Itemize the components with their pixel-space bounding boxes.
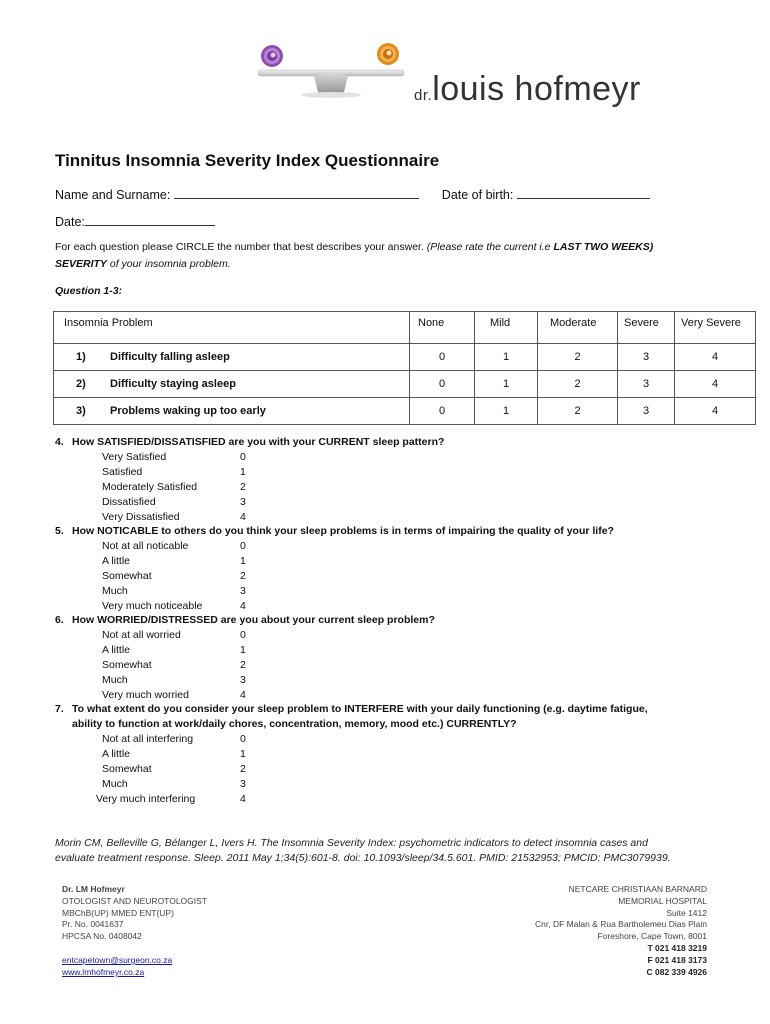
email-link[interactable]: entcapetown@surgeon.co.za	[62, 954, 173, 965]
footer-doctor-details	[62, 884, 207, 979]
logo	[252, 40, 672, 120]
option-item[interactable]: Dissatisfied 3	[102, 496, 246, 508]
question-4-options	[102, 450, 260, 525]
website-link[interactable]: www.lmhofmeyr.co.za	[62, 966, 145, 977]
logo-prefix: dr.	[414, 87, 433, 104]
table-row-label: 1) Difficulty falling asleep	[54, 344, 410, 371]
doctor-name: Dr. LM Hofmeyr	[62, 884, 125, 894]
date-label: Date:	[55, 215, 85, 229]
instructions-italic-prefix: (Please rate the current i.e	[426, 241, 554, 253]
page-title: Tinnitus Insomnia Severity Index Questionnaire	[55, 151, 440, 170]
instructions-text: For each question please CIRCLE the number that best describes your answer.	[55, 241, 424, 253]
table-header-cell: Insomnia Problem	[54, 312, 410, 344]
option-item[interactable]: Very Dissatisfied 4	[102, 511, 246, 523]
insomnia-problem-table	[53, 311, 756, 425]
instructions-bold-severity: SEVERITY	[55, 258, 107, 270]
option-item[interactable]: A little 1	[102, 748, 246, 760]
logo-wordmark	[414, 70, 641, 109]
score-cell[interactable]: 0	[410, 344, 475, 371]
table-header-cell: Mild	[475, 312, 538, 344]
citation-line-2: evaluate treatment response. Sleep. 2011 May 1;34(5):601-8. doi: 10.1093/sleep/34.5.601. PMID: 21532953; PMCID: PMC3079939.	[55, 852, 671, 864]
citation-line-1: Morin CM, Belleville G, Bélanger L, Ivers H. The Insomnia Severity Index: psychometric indicators to detect insomnia cases and	[55, 837, 648, 849]
score-cell[interactable]: 2	[538, 344, 618, 371]
option-item[interactable]: Somewhat 2	[102, 659, 246, 671]
street-address: Cnr, DF Malan & Rua Bartholemeu Dias Plain	[535, 919, 707, 930]
telephone: T 021 418 3219	[647, 942, 707, 953]
purple-spiral-icon	[261, 45, 283, 67]
seesaw-logo-icon	[252, 40, 412, 110]
score-cell[interactable]: 1	[475, 398, 538, 425]
question-6: 6. How WORRIED/DISTRESSED are you about your current sleep problem?	[55, 614, 435, 626]
table-header-cell: Very Severe	[675, 312, 756, 344]
score-cell[interactable]: 2	[538, 398, 618, 425]
suite: Suite 1412	[666, 907, 707, 918]
score-cell[interactable]: 2	[538, 371, 618, 398]
option-item[interactable]: A little 1	[102, 555, 246, 567]
score-cell[interactable]: 3	[618, 371, 675, 398]
question-7: 7. To what extent do you consider your sleep problem to INTERFERE with your daily functioning (e.g. daytime fatigue, ability to function at work/daily chores, concentration, memory, mood etc.) CURRENTLY?	[55, 703, 648, 730]
table-row	[54, 398, 756, 425]
table-row	[54, 344, 756, 371]
orange-spiral-icon	[377, 43, 399, 65]
city-address: Foreshore, Cape Town, 8001	[597, 931, 707, 942]
instructions	[55, 239, 720, 273]
doctor-degree: MBChB(UP) MMED ENT(UP)	[62, 907, 174, 918]
table-header-cell: None	[410, 312, 475, 344]
dob-field[interactable]	[517, 186, 650, 199]
table-row-label: 3) Problems waking up too early	[54, 398, 410, 425]
doctor-title: OTOLOGIST AND NEUROTOLOGIST	[62, 895, 208, 906]
citation	[55, 836, 725, 866]
score-cell[interactable]: 3	[618, 398, 675, 425]
name-dob-row	[55, 186, 650, 202]
score-cell[interactable]: 0	[410, 398, 475, 425]
name-field[interactable]	[174, 186, 419, 199]
question-5-options	[102, 539, 260, 614]
dob-label: Date of birth:	[441, 188, 514, 202]
hpcsa-number: HPCSA No. 0408042	[62, 931, 142, 942]
cellphone: C 082 339 4926	[646, 966, 707, 977]
footer-address	[535, 884, 707, 978]
instructions-bold-period: LAST TWO WEEKS)	[553, 241, 654, 253]
score-cell[interactable]: 1	[475, 371, 538, 398]
table-header-cell: Moderate	[538, 312, 618, 344]
option-item[interactable]: Satisfied 1	[102, 466, 246, 478]
question-heading: Question 1-3:	[55, 285, 123, 297]
option-item[interactable]: Much 3	[102, 778, 246, 790]
option-item[interactable]: Not at all interfering 0	[102, 733, 246, 745]
option-item[interactable]: Somewhat 2	[102, 570, 246, 582]
logo-name: louis hofmeyr	[432, 70, 641, 108]
option-item[interactable]: Much 3	[102, 674, 246, 686]
question-5: 5. How NOTICABLE to others do you think your sleep problems is in terms of impairing the quality of your life?	[55, 525, 614, 537]
score-cell[interactable]: 0	[410, 371, 475, 398]
option-item[interactable]: Very much interfering 4	[96, 793, 246, 805]
table-row	[54, 371, 756, 398]
option-item[interactable]: Much 3	[102, 585, 246, 597]
table-header-cell: Severe	[618, 312, 675, 344]
table-header-row	[54, 312, 756, 344]
option-item[interactable]: Very much worried 4	[102, 689, 246, 701]
name-label: Name and Surname:	[55, 188, 171, 202]
table-row-label: 2) Difficulty staying asleep	[54, 371, 410, 398]
date-row	[55, 213, 215, 229]
score-cell[interactable]: 3	[618, 344, 675, 371]
fax: F 021 418 3173	[647, 954, 707, 965]
option-item[interactable]: Moderately Satisfied 2	[102, 481, 246, 493]
hospital-name-2: MEMORIAL HOSPITAL	[618, 895, 707, 906]
score-cell[interactable]: 4	[675, 371, 756, 398]
option-item[interactable]: Very Satisfied 0	[102, 451, 246, 463]
question-4: 4. How SATISFIED/DISSATISFIED are you with your CURRENT sleep pattern?	[55, 436, 445, 448]
score-cell[interactable]: 4	[675, 344, 756, 371]
hospital-name-1: NETCARE CHRISTIAAN BARNARD	[568, 884, 707, 894]
practice-number: Pr. No. 0041637	[62, 919, 124, 930]
date-field[interactable]	[85, 213, 215, 226]
option-item[interactable]: Somewhat 2	[102, 763, 246, 775]
question-7-options	[96, 732, 260, 807]
option-item[interactable]: Very much noticeable 4	[102, 600, 246, 612]
instructions-italic-suffix: of your insomnia problem.	[106, 258, 231, 270]
question-6-options	[102, 628, 260, 703]
score-cell[interactable]: 1	[475, 344, 538, 371]
score-cell[interactable]: 4	[675, 398, 756, 425]
option-item[interactable]: Not at all worried 0	[102, 629, 246, 641]
option-item[interactable]: Not at all noticable 0	[102, 540, 246, 552]
option-item[interactable]: A little 1	[102, 644, 246, 656]
